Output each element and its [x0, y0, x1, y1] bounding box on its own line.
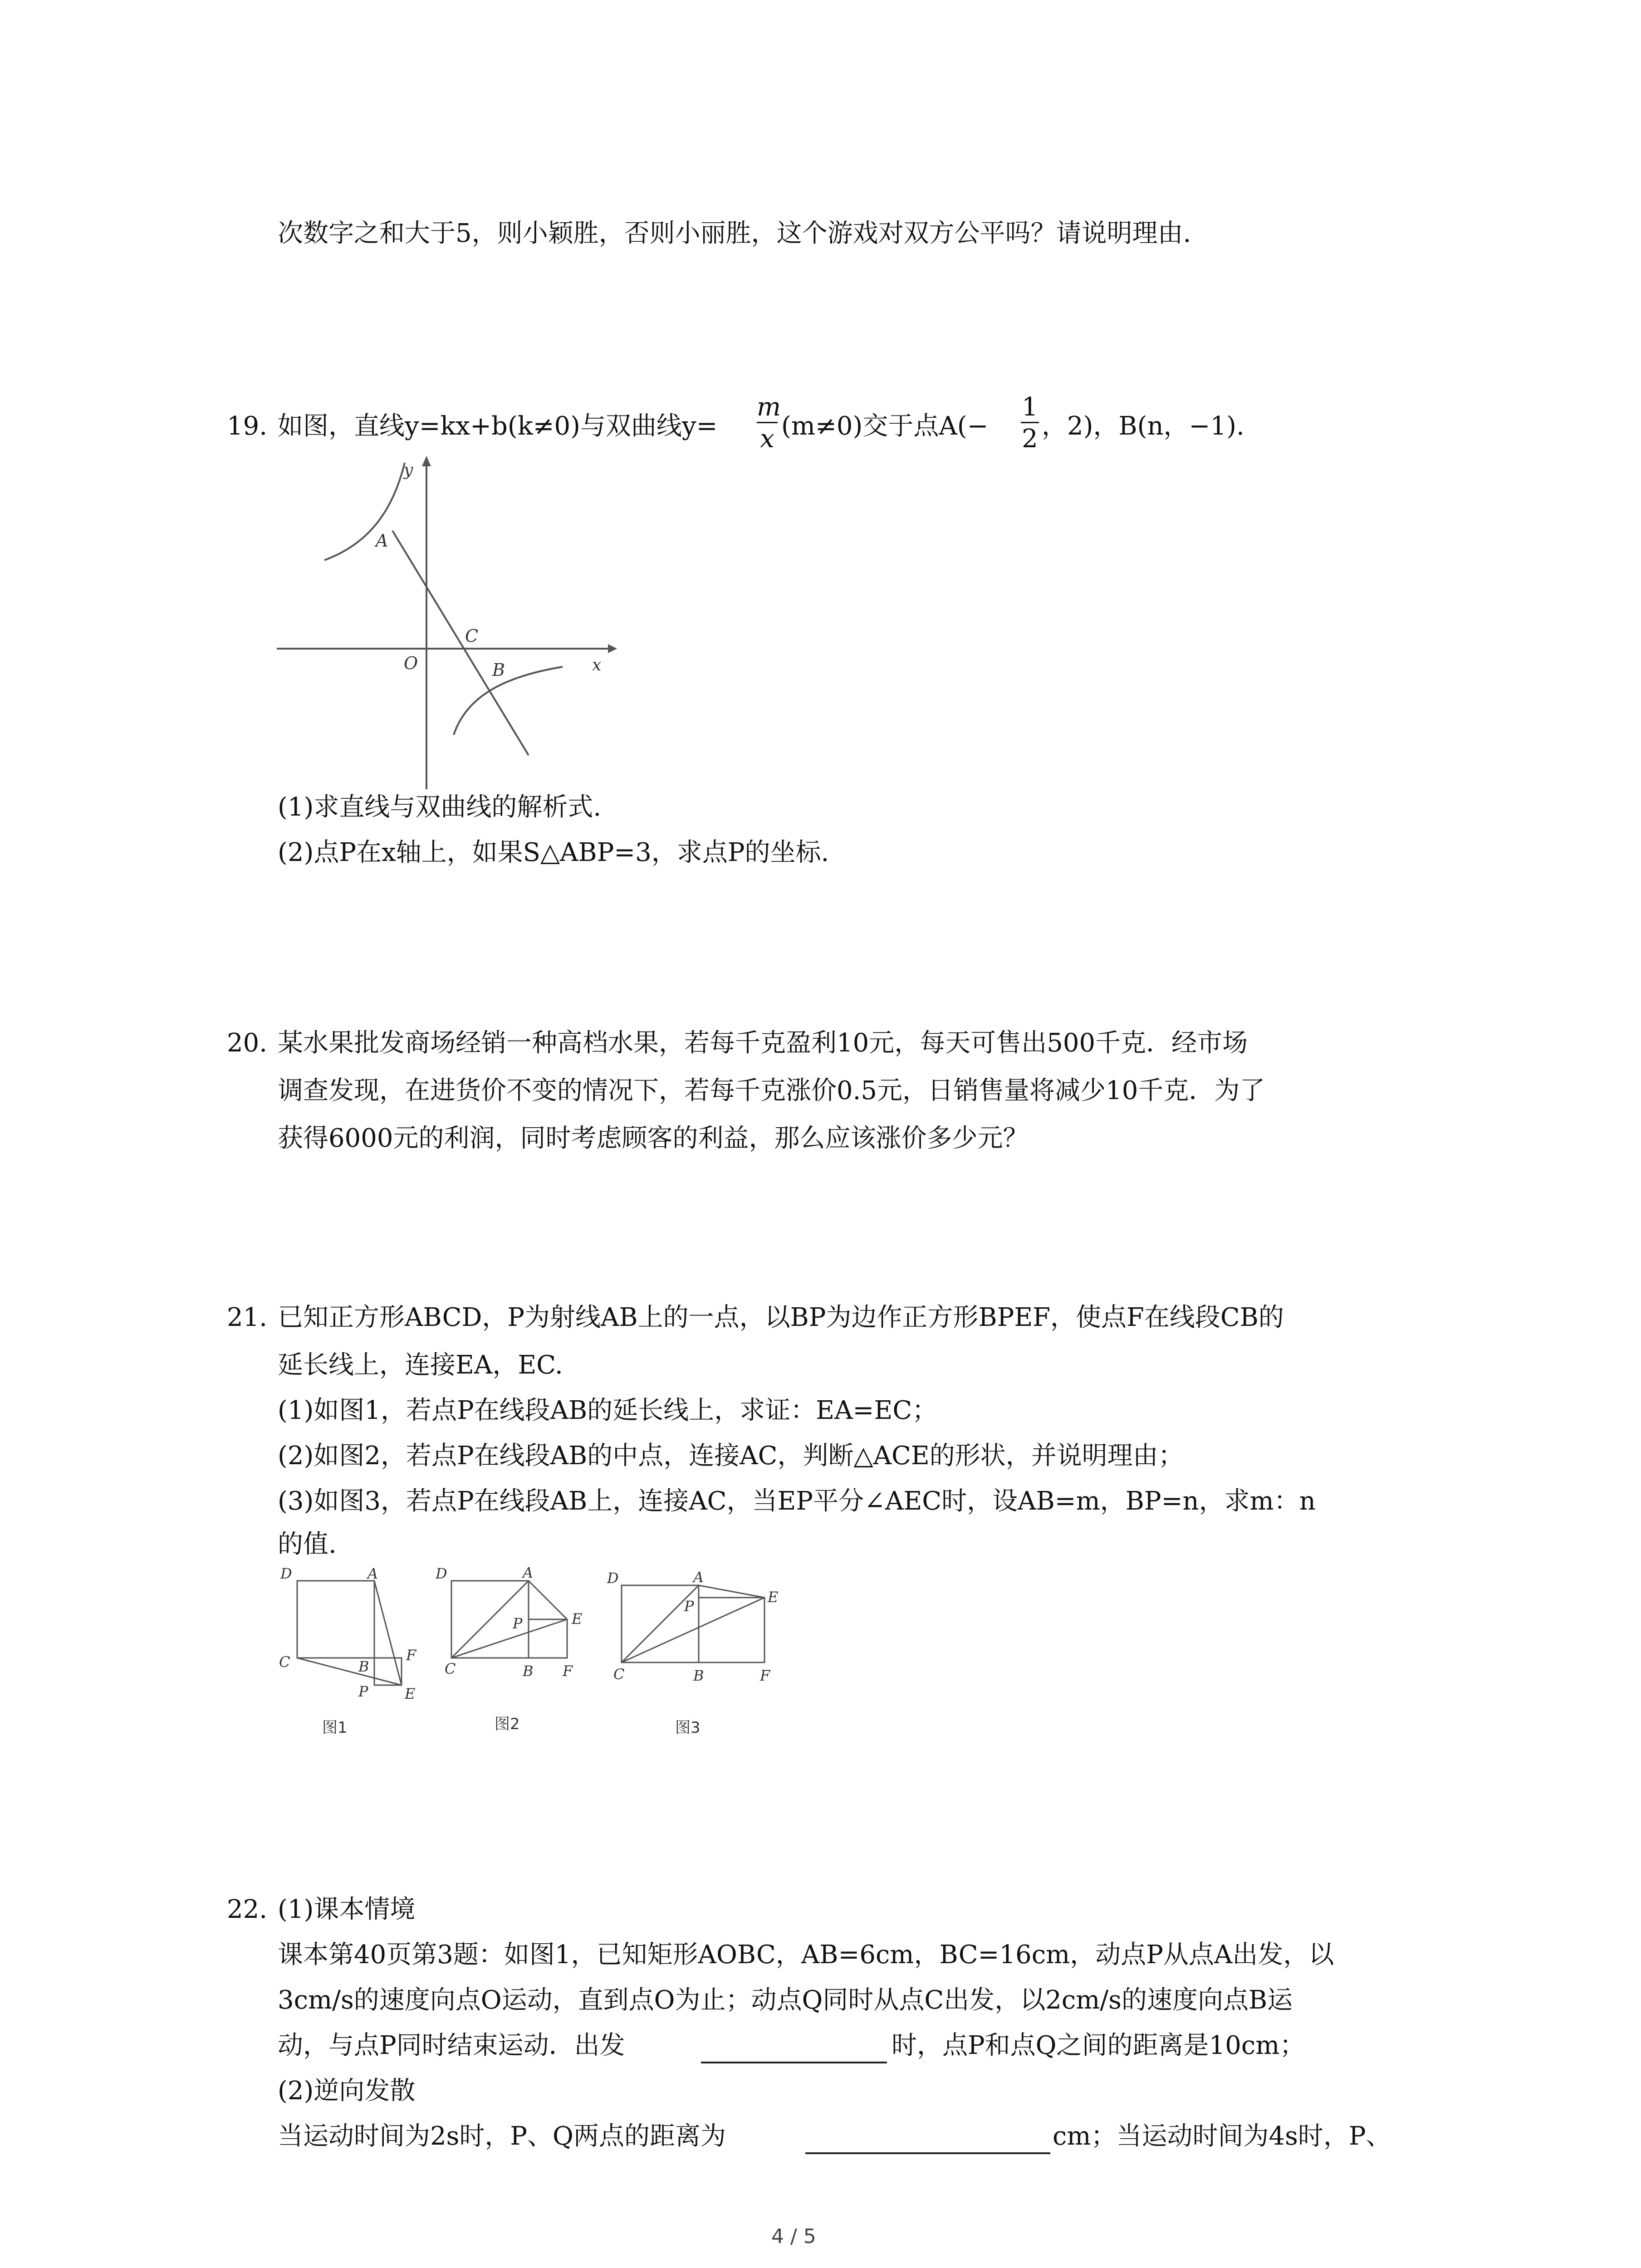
label-origin: O — [404, 653, 418, 673]
q18-tail-text: 次数字之和大于5，则小颖胜，否则小丽胜，这个游戏对双方公平吗？请说明理由. — [278, 219, 1191, 248]
fraction-denominator: x — [760, 424, 774, 454]
fig3-label-p: P — [684, 1598, 694, 1615]
label-y: y — [404, 461, 413, 479]
fig3-label-d: D — [607, 1569, 619, 1587]
q22-line2: 3cm/s的速度向点O运动，直到点O为止；动点Q同时从点C出发，以2cm/s的速度向点B运 — [278, 1985, 1293, 2015]
q21-part1: (1)如图1，若点P在线段AB的延长线上，求证：EA=EC； — [278, 1396, 938, 1425]
fig1-label-e: E — [405, 1685, 416, 1702]
answer-blank-time[interactable] — [701, 2062, 887, 2063]
page-number: 4 / 5 — [771, 2225, 816, 2248]
figure-1 — [297, 1581, 402, 1685]
x-axis-arrow — [608, 644, 617, 653]
fraction-bar — [757, 422, 778, 423]
answer-blank-distance[interactable] — [805, 2152, 1050, 2154]
fig3-label-b: B — [693, 1667, 704, 1684]
q21-part2: (2)如图2，若点P在线段AB的中点，连接AC，判断△ACE的形状，并说明理由； — [278, 1441, 1184, 1471]
q21-figures — [272, 1560, 798, 1742]
fig2-label-d: D — [436, 1565, 447, 1582]
fraction-numerator: 1 — [1022, 392, 1038, 422]
q21-part3b: 的值. — [278, 1530, 337, 1559]
q22-number: 22. — [227, 1895, 268, 1924]
hyperbola-lower-right — [454, 667, 563, 735]
q22-line3b: 时，点P和点Q之间的距离是10cm； — [892, 2031, 1305, 2060]
q19-number: 19. — [227, 411, 268, 441]
hyperbola-upper-left — [324, 463, 405, 560]
q19-fraction-m-over-x — [757, 392, 781, 454]
figure-3 — [622, 1585, 764, 1662]
fig3-label-c: C — [613, 1666, 625, 1683]
q20-number: 20. — [227, 1028, 268, 1058]
fig2-label-a: A — [523, 1564, 534, 1581]
q22-line4a: 当运动时间为2s时，P、Q两点的距离为 — [278, 2121, 726, 2151]
q21-line1: 已知正方形ABCD，P为射线AB上的一点，以BP为边作正方形BPEF，使点F在线段CB的 — [278, 1303, 1284, 1332]
label-point-c: C — [465, 626, 479, 646]
fig1-label-p: P — [358, 1683, 368, 1700]
q20-line3: 获得6000元的利润，同时考虑顾客的利益，那么应该涨价多少元？ — [278, 1124, 1029, 1153]
fig2-label-c: C — [445, 1660, 456, 1677]
q19-stem-c: ，2)，B(n，−1). — [1042, 411, 1244, 441]
q22-line1: 课本第40页第3题：如图1，已知矩形AOBC，AB=6cm，BC=16cm，动点P从点A出发，以 — [278, 1940, 1334, 1970]
q19-part2: (2)点P在x轴上，如果S△ABP=3，求点P的坐标. — [278, 838, 829, 867]
fig1-label-f: F — [406, 1647, 416, 1664]
fig3-label-f: F — [760, 1667, 770, 1684]
q21-line2: 延长线上，连接EA，EC. — [278, 1350, 563, 1380]
q19-part1: (1)求直线与双曲线的解析式. — [278, 792, 602, 822]
q19-stem-a: 如图，直线y=kx+b(k≠0)与双曲线y= — [278, 411, 718, 441]
fig2-label-p: P — [513, 1615, 523, 1632]
fig1-label-c: C — [279, 1653, 290, 1671]
label-point-b: B — [492, 660, 505, 680]
figure-2 — [451, 1581, 567, 1658]
fig1-label-b: B — [358, 1658, 369, 1675]
fig3-caption: 图3 — [675, 1719, 700, 1737]
fraction-numerator: m — [757, 392, 781, 422]
q21-part3a: (3)如图3，若点P在线段AB上，连接AC，当EP平分∠AEC时，设AB=m，BP=n，求m：n — [278, 1486, 1316, 1516]
label-point-a: A — [376, 531, 388, 551]
q22-line3a: 动，与点P同时结束运动．出发 — [278, 2031, 625, 2060]
fig2-label-e: E — [572, 1610, 583, 1628]
fraction-bar — [1021, 422, 1039, 423]
fig1-label-a: A — [367, 1565, 378, 1582]
fig2-label-f: F — [563, 1662, 573, 1680]
q19-coordinate-figure — [272, 454, 617, 798]
y-axis-arrow — [422, 456, 431, 466]
fig3-label-e: E — [768, 1589, 779, 1606]
label-x: x — [592, 656, 602, 675]
q20-line1: 某水果批发商场经销一种高档水果，若每千克盈利10元，每天可售出500千克．经市场 — [278, 1028, 1248, 1058]
fig1-caption: 图1 — [322, 1719, 348, 1737]
fig3-label-a: A — [693, 1569, 704, 1586]
fraction-denominator: 2 — [1022, 424, 1038, 454]
q22-line4b: cm；当运动时间为4s时，P、 — [1053, 2121, 1391, 2151]
q22-part1-title: (1)课本情境 — [278, 1895, 416, 1924]
q21-number: 21. — [227, 1303, 268, 1332]
fig2-caption: 图2 — [495, 1715, 520, 1733]
q22-part2-title: (2)逆向发散 — [278, 2076, 416, 2106]
fig2-label-b: B — [523, 1662, 534, 1680]
fig1-label-d: D — [280, 1565, 292, 1582]
q19-fraction-one-half — [1021, 394, 1039, 453]
q19-stem-b: (m≠0)交于点A(− — [781, 411, 989, 441]
q20-line2: 调查发现，在进货价不变的情况下，若每千克涨价0.5元，日销售量将减少10千克．为了 — [278, 1076, 1265, 1105]
